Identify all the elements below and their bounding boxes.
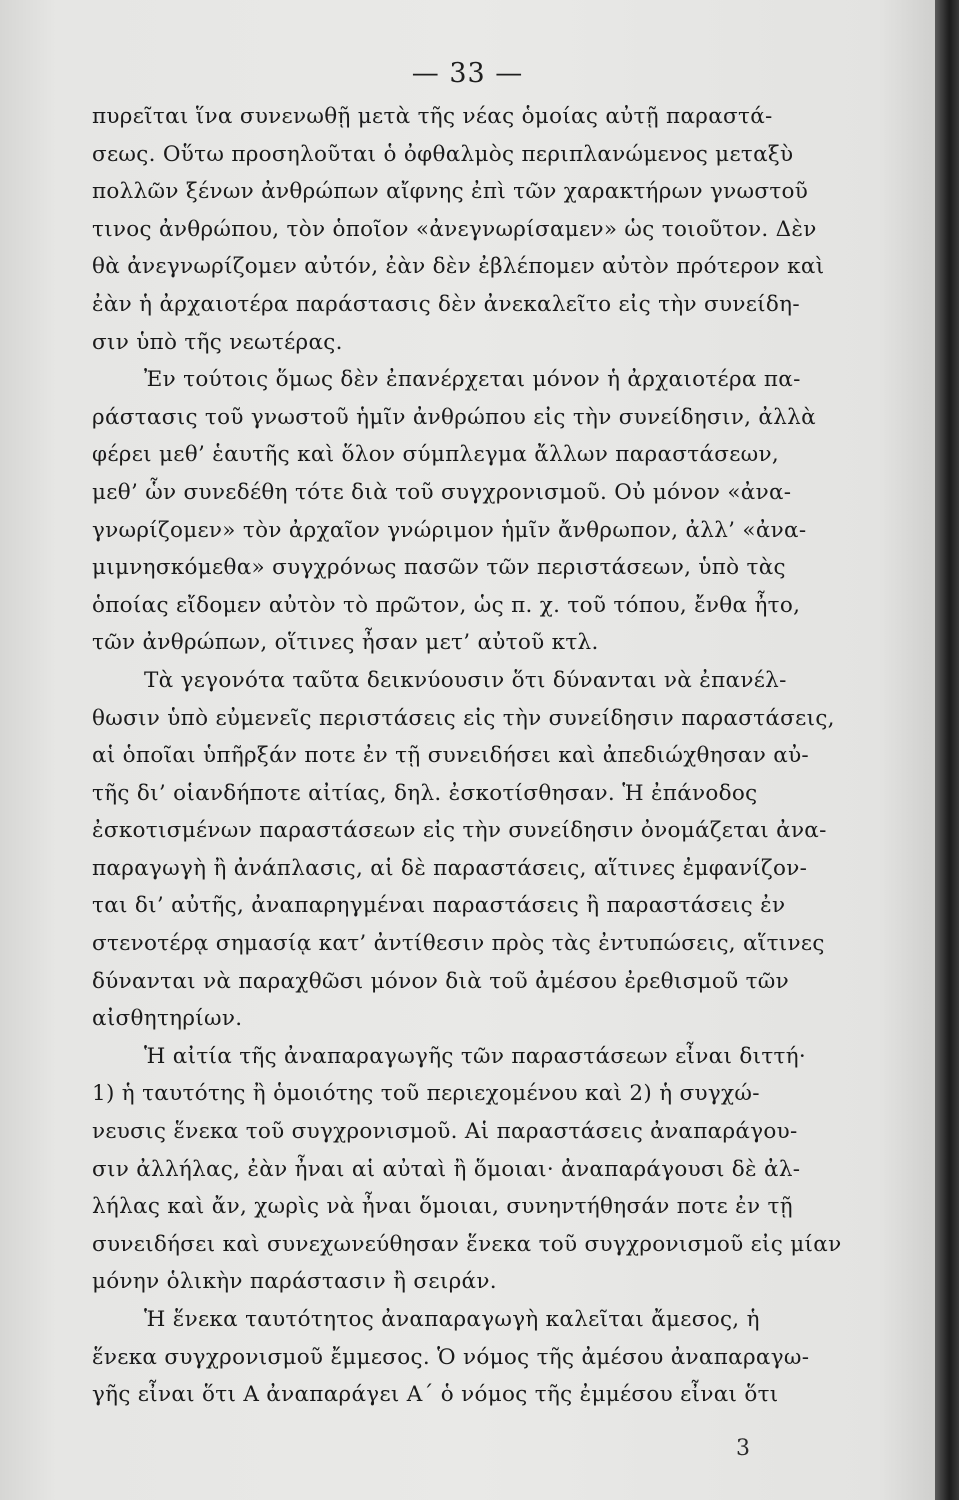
text-line: ράστασις τοῦ γνωστοῦ ἡμῖν ἀνθρώπου εἰς τὴν συνείδησιν, ἀλλὰ — [92, 404, 816, 430]
text-line: φέρει μεθ’ ἑαυτῆς καὶ ὅλον σύμπλεγμα ἄλλων παραστάσεων, — [92, 442, 780, 468]
text-line: θωσιν ὑπὸ εὐμενεῖς περιστάσεις εἰς τὴν συνείδησιν παραστάσεις, — [92, 705, 835, 731]
text-line: δύνανται νὰ παραχθῶσι μόνον διὰ τοῦ ἀμέσου ἐρεθισμοῦ τῶν — [92, 968, 789, 994]
text-line: 1) ἡ ταυτότης ἢ ὁμοιότης τοῦ περιεχομένου καὶ 2) ἡ συγχώ- — [92, 1081, 760, 1107]
text-line: Ἡ αἰτία τῆς ἀναπαραγωγῆς τῶν παραστάσεων εἶναι διττή· — [144, 1043, 807, 1069]
text-line: ἕνεκα συγχρονισμοῦ ἔμμεσος. Ὁ νόμος τῆς ἀμέσου ἀναπαραγω- — [92, 1344, 810, 1370]
text-line: νευσις ἕνεκα τοῦ συγχρονισμοῦ. Αἱ παραστάσεις ἀναπαράγου- — [92, 1119, 798, 1145]
text-line: σιν ἀλλήλας, ἐὰν ἦναι αἱ αὐταὶ ἢ ὅμοιαι· ἀναπαράγουσι δὲ ἀλ- — [92, 1156, 801, 1182]
text-line: μεθ’ ὧν συνεδέθη τότε διὰ τοῦ συγχρονισμοῦ. Οὐ μόνον «ἀνα- — [92, 479, 792, 505]
text-line: Ἡ ἕνεκα ταυτότητος ἀναπαραγωγὴ καλεῖται ἄμεσος, ἡ — [144, 1307, 760, 1332]
text-line: μιμνησκόμεθα» συγχρόνως πασῶν τῶν περιστάσεων, ὑπὸ τὰς — [92, 555, 786, 581]
text-line: μόνην ὁλικὴν παράστασιν ἢ σειράν. — [92, 1269, 497, 1295]
text-line: τινος ἀνθρώπου, τὸν ὁποῖον «ἀνεγνωρίσαμεν» ὡς τοιοῦτον. Δὲν — [92, 216, 817, 242]
text-line: σιν ὑπὸ τῆς νεωτέρας. — [92, 329, 343, 355]
page-body — [92, 98, 860, 1414]
text-line: θὰ ἀνεγνωρίζομεν αὐτόν, ἐὰν δὲν ἐβλέπομεν αὐτὸν πρότερον καὶ — [92, 254, 825, 280]
text-line: γῆς εἶναι ὅτι A ἀναπαράγει A΄ ὁ νόμος τῆς ἐμμέσου εἶναι ὅτι — [92, 1382, 779, 1408]
text-line: αἱ ὁποῖαι ὑπῆρξάν ποτε ἐν τῇ συνειδήσει καὶ ἀπεδιώχθησαν αὐ- — [92, 743, 810, 769]
text-line: τῶν ἀνθρώπων, οἵτινες ἦσαν μετ’ αὐτοῦ κτλ. — [92, 630, 599, 656]
text-line: ἐὰν ἡ ἀρχαιοτέρα παράστασις δὲν ἀνεκαλεῖτο εἰς τὴν συνείδη- — [92, 291, 800, 317]
signature-mark: 3 — [736, 1436, 750, 1461]
page-edge-shadow — [935, 0, 959, 1500]
text-line: ται δι’ αὐτῆς, ἀναπαρηγμέναι παραστάσεις ἢ παραστάσεις ἐν — [92, 893, 786, 919]
text-line: συνειδήσει καὶ συνεχωνεύθησαν ἕνεκα τοῦ συγχρονισμοῦ εἰς μίαν — [92, 1231, 842, 1257]
text-line: γνωρίζομεν» τὸν ἀρχαῖον γνώριμον ἡμῖν ἄνθρωπον, ἀλλ’ «ἀνα- — [92, 517, 807, 543]
text-line: αἰσθητηρίων. — [92, 1006, 243, 1032]
text-line: Τὰ γεγονότα ταῦτα δεικνύουσιν ὅτι δύνανται νὰ ἐπανέλ- — [144, 667, 787, 693]
text-line: ἐσκοτισμένων παραστάσεων εἰς τὴν συνείδησιν ὀνομάζεται ἀνα- — [92, 818, 827, 844]
text-line: στενοτέρᾳ σημασίᾳ κατ’ ἀντίθεσιν πρὸς τὰς ἐντυπώσεις, αἵτινες — [92, 931, 825, 957]
text-line: πυρεῖται ἵνα συνενωθῇ μετὰ τῆς νέας ὁμοίας αὐτῇ παραστά- — [92, 104, 773, 129]
text-line: Ἐν τούτοις ὅμως δὲν ἐπανέρχεται μόνον ἡ ἀρχαιοτέρα πα- — [144, 367, 801, 393]
text-line: πολλῶν ξένων ἀνθρώπων αἴφνης ἐπὶ τῶν χαρακτήρων γνωστοῦ — [92, 179, 809, 205]
text-line: τῆς δι’ οἱανδήποτε αἰτίας, δηλ. ἐσκοτίσθησαν. Ἡ ἐπάνοδος — [92, 780, 758, 806]
page-number: — 33 — — [411, 58, 524, 89]
text-line: παραγωγὴ ἢ ἀνάπλασις, αἱ δὲ παραστάσεις, αἵτινες ἐμφανίζον- — [92, 855, 808, 881]
text-line: λήλας καὶ ἄν, χωρὶς νὰ ἦναι ὅμοιαι, συνηντήθησάν ποτε ἐν τῇ — [92, 1194, 793, 1220]
text-line: σεως. Οὕτω προσηλοῦται ὁ ὀφθαλμὸς περιπλανώμενος μεταξὺ — [92, 141, 794, 167]
text-line: ὁποίας εἴδομεν αὐτὸν τὸ πρῶτον, ὡς π. χ. τοῦ τόπου, ἔνθα ἦτο, — [92, 592, 801, 618]
